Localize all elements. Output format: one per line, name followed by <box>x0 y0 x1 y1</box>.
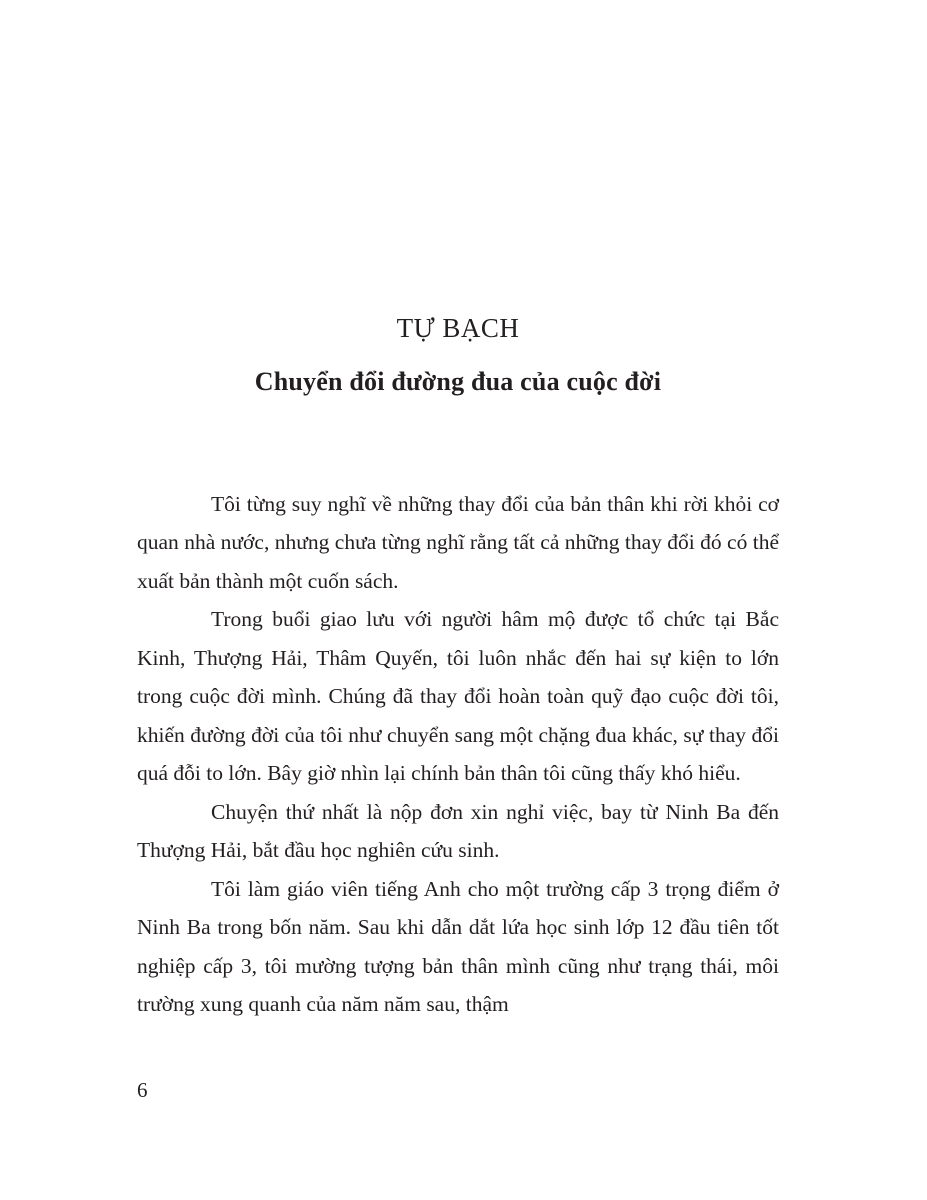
paragraph: Tôi từng suy nghĩ về những thay đổi của bản thân khi rời khỏi cơ quan nhà nước, nhưng chưa từng nghĩ rằng tất cả những thay đổi đó có thể xuất bản thành một cuốn sách. <box>137 491 779 593</box>
page-content <box>137 0 779 1024</box>
body-text <box>137 485 779 1024</box>
paragraph: Trong buổi giao lưu với người hâm mộ được tổ chức tại Bắc Kinh, Thượng Hải, Thâm Quyến, tôi luôn nhắc đến hai sự kiện to lớn trong cuộc đời mình. Chúng đã thay đổi hoàn toàn quỹ đạo cuộc đời tôi, khiến đường đời của tôi như chuyển sang một chặng đua khác, sự thay đổi quá đỗi to lớn. Bây giờ nhìn lại chính bản thân tôi cũng thấy khó hiểu. <box>137 607 779 786</box>
paragraph: Chuyện thứ nhất là nộp đơn xin nghỉ việc, bay từ Ninh Ba đến Thượng Hải, bắt đầu học nghiên cứu sinh. <box>137 799 779 863</box>
chapter-heading <box>137 312 779 397</box>
chapter-title: Chuyển đổi đường đua của cuộc đời <box>254 366 662 396</box>
chapter-label: TỰ BẠCH <box>396 313 520 343</box>
paragraph: Tôi làm giáo viên tiếng Anh cho một trường cấp 3 trọng điểm ở Ninh Ba trong bốn năm. Sau khi dẫn dắt lứa học sinh lớp 12 đầu tiên tốt nghiệp cấp 3, tôi mường tượng bản thân mình cũng như trạng thái, môi trường xung quanh của năm năm sau, thậm <box>137 876 779 1017</box>
page-number: 6 <box>137 1078 148 1102</box>
